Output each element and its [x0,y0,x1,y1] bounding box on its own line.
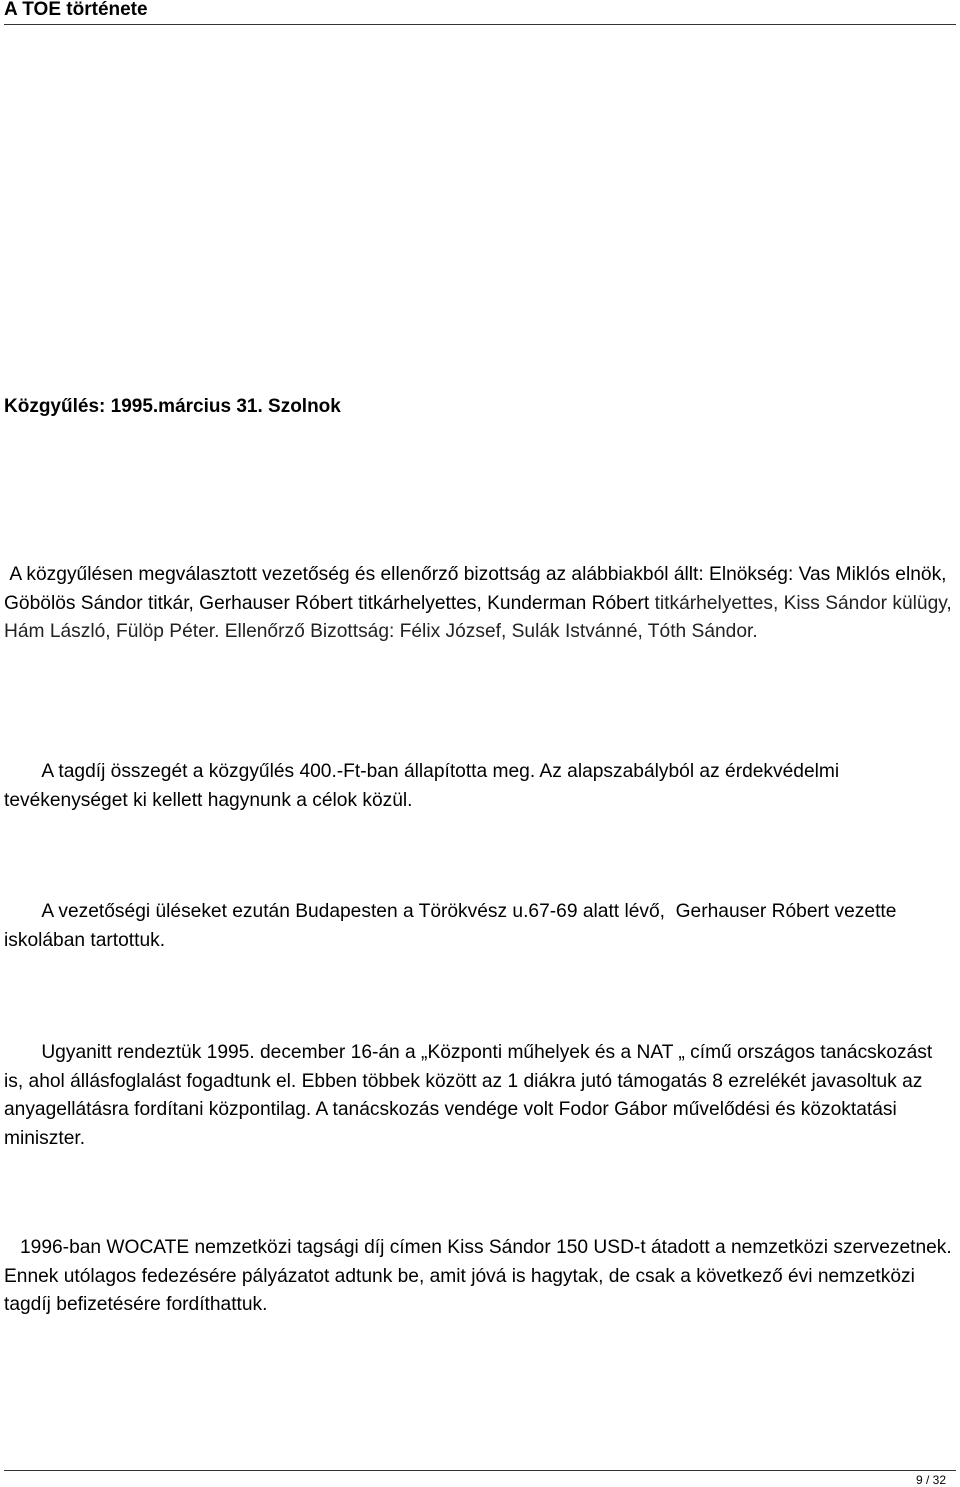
paragraph-conference: Ugyanitt rendeztük 1995. december 16-án a „Központi műhelyek és a NAT „ című országos tanácskozást is, ahol állásfoglalást fogadtunk el. Ebben többek között az 1 diákra jutó támogatás 8 ezrelékét javasoltuk az anyagellátásra fordítani központilag. A tanácskozás vendége volt Fodor Gábor művelődési és közoktatási miniszter. [4,1042,938,1149]
page-number: 9 / 32 [915,1473,946,1487]
document-header-title: A TOE története [4,0,148,20]
section-heading: Közgyűlés: 1995.március 31. Szolnok [4,396,341,417]
paragraph-leadership [4,561,958,647]
header-divider [4,24,956,25]
paragraph-membership-fee: A tagdíj összegét a közgyűlés 400.-Ft-ban állapította meg. Az alapszabályból az érdekvédelmi tevékenységet ki kellett hagynunk a célok közül. [4,761,845,811]
paragraph-wocate: 1996-ban WOCATE nemzetközi tagsági díj címen Kiss Sándor 150 USD-t átadott a nemzetközi szervezetnek. Ennek utólagos fedezésére pályázatot adtunk be, amit jóvá is hagytak, de csak a következő évi nemzetközi tagdíj befizetésére fordíthattuk. [4,1237,958,1315]
paragraph-leadership-part1: A közgyűlésen megválasztott vezetőség és ellenőrző bizottság az alábbiakból állt: Elnökség: Vas Miklós elnök, Göbölös Sándor titkár, Gerhauser Róbert titkárhelyettes, Kunderman Róbert [4,564,952,614]
paragraph-board-meetings: A vezetőségi üléseket ezután Budapesten a Törökvész u.67-69 alatt lévő, Gerhauser Róbert vezette iskolában tartottuk. [4,901,902,951]
paragraph-leadership-part2: titkárhelyettes, Kiss Sándor külügy, Hám László, Fülöp Péter. Ellenőrző Bizottság: Félix József, Sulák Istvánné, Tóth Sándor. [4,592,958,642]
footer-divider [4,1470,956,1471]
